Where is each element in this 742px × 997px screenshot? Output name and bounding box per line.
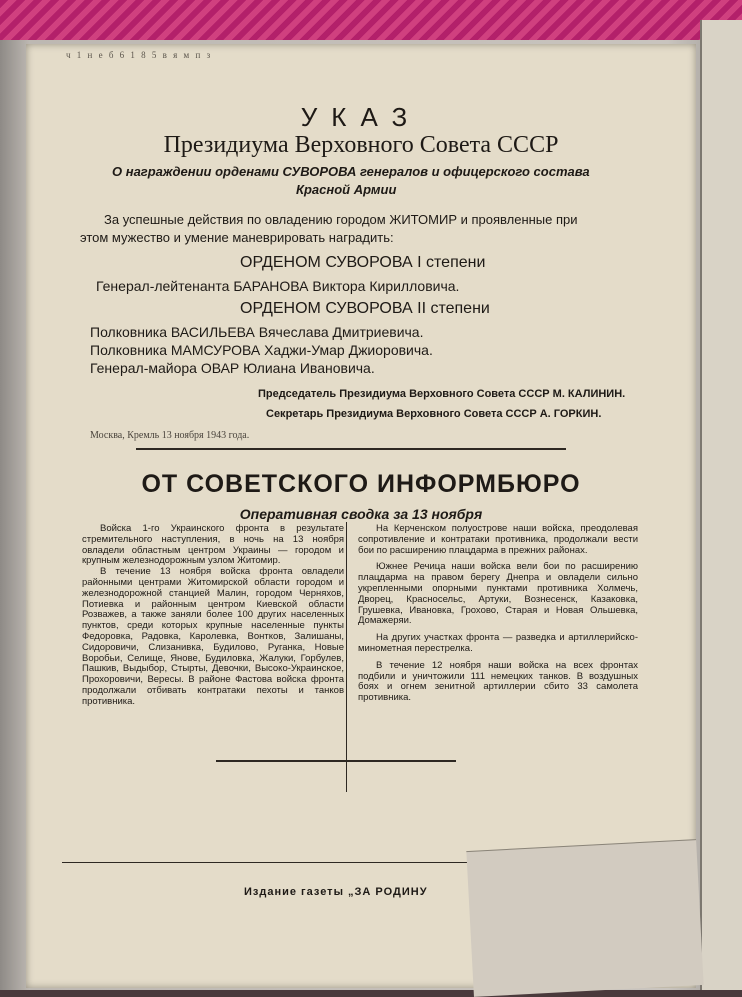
report-paragraph: Войска 1-го Украинского фронта в результате стремительного наступления, в ночь на 13 ноября овладели областным центром Украины — городом и крупным железнодорожным узлом Житомир. (82, 523, 344, 567)
decree-intro-line-1: За успешные действия по овладению городом ЖИТОМИР и проявленные при (104, 212, 578, 227)
signature-kalinin: Председатель Президиума Верховного Совета СССР М. КАЛИНИН. (258, 388, 626, 400)
bureau-title: ОТ СОВЕТСКОГО ИНФОРМБЮРО (141, 470, 581, 498)
signature-gorkin: Секретарь Президиума Верховного Совета СССР А. ГОРКИН. (266, 408, 602, 420)
awardee-baranov: Генерал-лейтенанта БАРАНОВА Виктора Кирилловича. (96, 278, 460, 294)
decree-topic-line-1: О награждении орденами СУВОРОВА генералов и офицерского состава (112, 164, 590, 179)
top-edge-text: ч 1 н е б 6 1 8 5 в я м п з (66, 50, 213, 60)
decree-topic-line-2: Красной Армии (296, 182, 397, 197)
report-paragraph: На других участках фронта — разведка и артиллерийско-минометная перестрелка. (358, 632, 638, 654)
torn-corner (466, 839, 703, 997)
order-first-degree: ОРДЕНОМ СУВОРОВА I степени (240, 254, 486, 271)
awardee-vasiliev: Полковника ВАСИЛЬЕВА Вячеслава Дмитриевича. (90, 324, 424, 340)
bureau-summary-title: Оперативная сводка за 13 ноября (239, 506, 483, 522)
decree-date: Москва, Кремль 13 ноября 1943 года. (90, 430, 250, 441)
report-left-column (82, 524, 344, 708)
decree-subtitle: Президиума Верховного Совета СССР (163, 132, 559, 158)
report-paragraph: В течение 13 ноября войска фронта овладели районными центрами Житомирской области городом и железнодорожной станцией Малин, городом Черняхов, Потиевка и районным центром Киевской области Розважев, а также заняли более 100 других населенных пунктов, среди которых крупные населенные пункты Федоровка, Радовка, Каролевка, Вонтков, Залишаны, Сидоровичи, Слизанивка, Будилово, Руганка, Новые Воробьи, Селище, Янове, Будиловка, Жалуки, Горбулев, Пашкив, Выдыбор, Стырты, Девочки, Высоко-Украинское, Прохоровичи, Вересы. В районе Фастова войска фронта продолжали отбивать контратаки пехоты и танков противника. (82, 566, 344, 707)
column-divider (346, 522, 347, 792)
decree-title: УКАЗ (300, 102, 422, 132)
report-paragraph: На Керченском полуострове наши войска, преодолевая сопротивление и контратаки противника, продолжали вести бои по расширению плацдарма в прежних районах. (358, 523, 638, 556)
awardee-mamsurov: Полковника МАМСУРОВА Хаджи-Умар Джиоровича. (90, 342, 433, 358)
awardee-ovar: Генерал-майора ОВАР Юлиана Ивановича. (90, 360, 375, 376)
report-paragraph: В течение 12 ноября наши войска на всех фронтах подбили и уничтожили 111 немецких танков. В воздушных боях и огнем зенитной артиллерии сбито 33 самолета противника. (358, 659, 638, 704)
divider-line (136, 448, 566, 450)
report-paragraph: Южнее Речица наши войска вели бои по расширению плацдарма на правом берегу Днепра и овладели сильно укрепленными опорными пунктами противника Холмечь, Дворец, Красносельс, Артуки, Вознесенск, Казаковка, Грушевка, Ивановка, Грохово, Старая и Новая Ольшевка, Домажеряи. (358, 561, 638, 627)
divider-line (216, 760, 456, 762)
report-right-column (358, 524, 638, 704)
publisher-footer: Издание газеты „ЗА РОДИНУ (244, 886, 428, 898)
adjacent-page (700, 20, 742, 990)
decree-intro-line-2: этом мужество и умение маневрировать наградить: (80, 230, 394, 245)
order-second-degree: ОРДЕНОМ СУВОРОВА II степени (240, 300, 490, 317)
